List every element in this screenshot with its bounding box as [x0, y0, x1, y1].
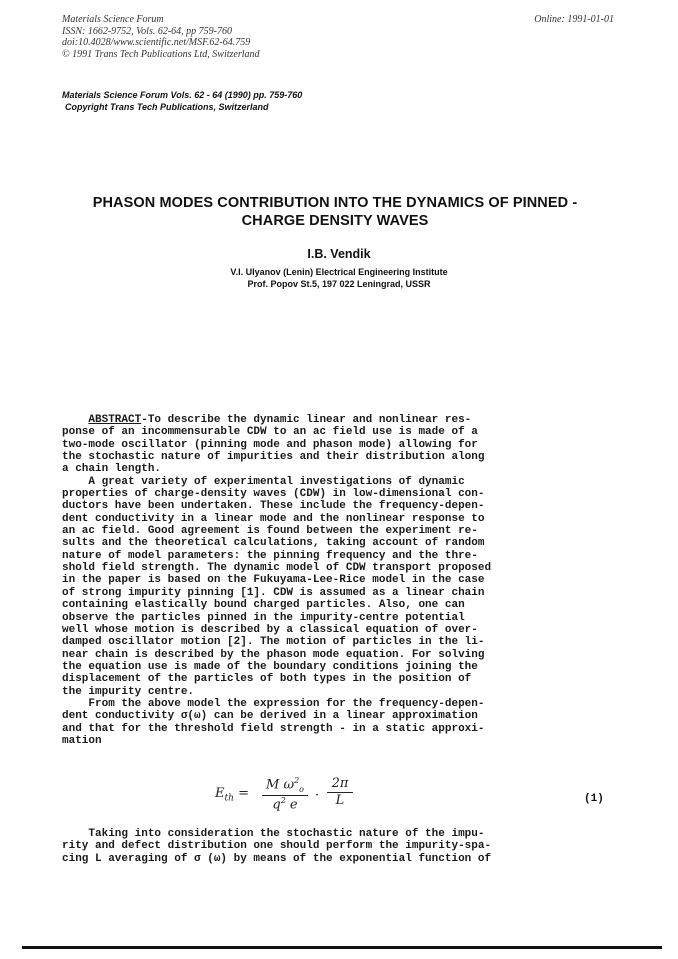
equation-dot: · [315, 788, 320, 803]
body-line: From the above model the expression for the frequency-depen- [62, 697, 485, 710]
body-line: mation [62, 734, 102, 747]
source-line: Materials Science Forum Vols. 62 - 64 (1990) pp. 759-760 [62, 90, 303, 100]
body-line: in the paper is based on the Fukuyama-Lee-Rice model in the case [62, 574, 485, 587]
affiliation-line: Prof. Popov St.5, 197 022 Leningrad, USSR [247, 279, 431, 289]
body-line: the equation use is made of the boundary conditions joining the [62, 660, 478, 673]
header-line: Materials Science Forum [62, 14, 164, 25]
body-line: sults and the theoretical calculations, taking account of random [62, 537, 485, 550]
source-citation [62, 89, 302, 113]
body-line: containing elastically bound charged particles. Also, one can [62, 599, 465, 612]
body-line: cing L averaging of σ (ω) by means of the exponential function of [62, 852, 492, 865]
title-line: CHARGE DENSITY WAVES [241, 213, 429, 229]
body-line-text: -To describe the dynamic linear and nonlinear res- [141, 414, 472, 426]
body-line: the stochastic nature of impurities and their distribution along [62, 451, 485, 464]
equation-number: (1) [584, 793, 604, 805]
body-line: and that for the threshold field strength - in a static approxi- [62, 722, 485, 735]
affiliation [0, 266, 678, 290]
body-line: a chain length. [62, 463, 162, 476]
title-line: PHASON MODES CONTRIBUTION INTO THE DYNAMICS OF PINNED - [92, 195, 578, 211]
equation-fraction: $\frac{2\pi}{L}$ [327, 776, 353, 808]
body-line: displacement of the particles of both types in the position of [62, 673, 472, 686]
body-line [62, 414, 622, 426]
body-text-continued [62, 828, 622, 865]
equation-fraction: $\frac{M \omega^2_o}{q^2 e}$ [262, 776, 308, 812]
body-line: of strong impurity pinning [1]. CDW is assumed as a linear chain [62, 586, 485, 599]
body-line: near chain is described by the phason mode equation. For solving [62, 648, 485, 661]
body-line: ductors have been undertaken. These include the frequency-depen- [62, 500, 485, 513]
body-line: two-mode oscillator (pinning mode and phason mode) allowing for [62, 438, 478, 451]
body-line: an ac field. Good agreement is found between the experiment re- [62, 525, 478, 538]
body-line: rity and defect distribution one should perform the impurity-spa- [62, 840, 492, 853]
abstract-label: ABSTRACT [88, 414, 142, 426]
body-line: ponse of an incommensurable CDW to an ac field use is made of a [62, 426, 478, 439]
body-line: dent conductivity σ(ω) can be derived in a linear approximation [62, 710, 478, 723]
header-line: doi:10.4028/www.scientific.net/MSF.62-64.759 [62, 37, 251, 48]
journal-header [62, 14, 260, 60]
copyright-line: Copyright Trans Tech Publications, Switzerland [65, 102, 269, 112]
body-line: Taking into consideration the stochastic nature of the impu- [62, 828, 485, 840]
footer-rule [22, 946, 662, 949]
author-name: I.B. Vendik [307, 247, 371, 261]
body-line: observe the particles pinned in the impurity-centre potential [62, 611, 465, 624]
body-line: the impurity centre. [62, 685, 195, 698]
body-line: properties of charge-density waves (CDW) in low-dimensional con- [62, 488, 485, 501]
body-text [62, 414, 622, 747]
online-date: Online: 1991-01-01 [534, 14, 614, 25]
body-line: dent conductivity in a linear mode and the nonlinear response to [62, 512, 485, 525]
header-line: ISSN: 1662-9752, Vols. 62-64, pp 759-760 [62, 25, 232, 37]
body-line: A great variety of experimental investigations of dynamic [62, 475, 465, 488]
body-line: nature of model parameters: the pinning frequency and the thre- [62, 549, 478, 562]
equation-lhs: $E_{th}$ = [215, 786, 249, 804]
body-line: well whose motion is described by a classical equation of over- [62, 623, 478, 636]
body-line: shold field strength. The dynamic model of CDW transport proposed [62, 562, 492, 575]
affiliation-line: V.I. Ulyanov (Lenin) Electrical Engineering Institute [230, 267, 448, 277]
body-line: damped oscillator motion [2]. The motion of particles in the li- [62, 636, 485, 649]
paper-title [40, 194, 630, 230]
header-line: © 1991 Trans Tech Publications Ltd, Switzerland [62, 48, 260, 60]
